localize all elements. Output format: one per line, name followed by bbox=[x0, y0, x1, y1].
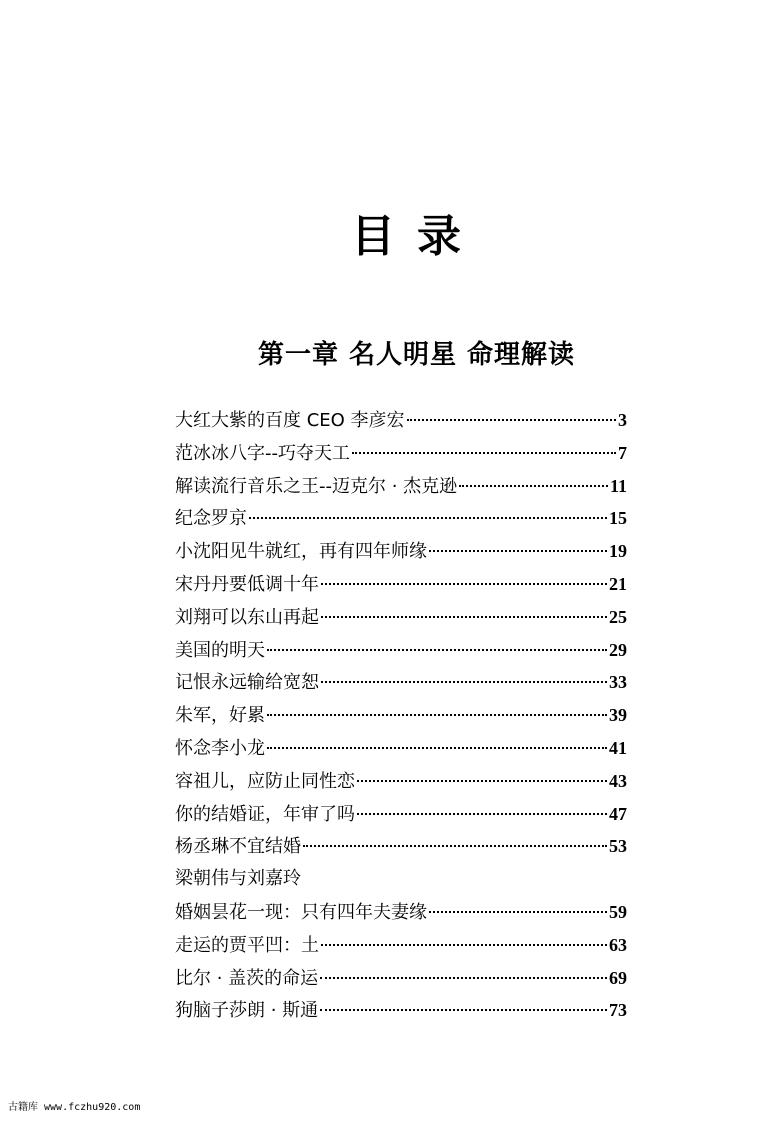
toc-entry-page: 39 bbox=[609, 705, 627, 726]
toc-entry-title: 范冰冰八字--巧夺天工 bbox=[175, 442, 350, 464]
toc-entry-page: 3 bbox=[618, 410, 627, 430]
dot-leader bbox=[407, 419, 616, 421]
toc-entry-title: 小沈阳见牛就红，再有四年师缘 bbox=[175, 541, 427, 563]
toc-entry[interactable] bbox=[175, 798, 627, 831]
toc-entry-page: 69 bbox=[609, 967, 627, 988]
dot-leader bbox=[429, 550, 607, 552]
dot-leader bbox=[357, 813, 607, 815]
dot-leader bbox=[267, 649, 607, 651]
toc-entry-page: 73 bbox=[609, 1000, 627, 1021]
dot-leader bbox=[320, 977, 607, 979]
toc-entry-page: 21 bbox=[609, 573, 627, 594]
toc-entry[interactable] bbox=[175, 896, 627, 929]
toc-entry-page: 15 bbox=[609, 508, 627, 529]
dot-leader bbox=[352, 452, 616, 454]
chapter-name: 名人明星 bbox=[349, 340, 458, 370]
toc-entry-title: 杨丞琳不宜结婚 bbox=[175, 836, 301, 858]
dot-leader bbox=[267, 714, 607, 716]
toc-entry[interactable] bbox=[175, 699, 627, 732]
toc-entry-title: 记恨永远输给宽恕 bbox=[175, 672, 319, 694]
watermark-footer: 古籍库 www.fczhu920.com bbox=[8, 1102, 141, 1113]
toc-entry-title: 美国的明天 bbox=[175, 639, 265, 661]
toc-entry-title: 你的结婚证，年审了吗 bbox=[175, 803, 355, 825]
toc-entry[interactable] bbox=[175, 404, 627, 437]
toc-entry-title: 比尔 · 盖茨的命运 bbox=[175, 967, 319, 989]
toc-entry[interactable] bbox=[175, 929, 627, 962]
dot-leader bbox=[357, 780, 607, 782]
toc-entry-title: 刘翔可以东山再起 bbox=[175, 606, 319, 628]
toc-entry-page: 19 bbox=[609, 541, 627, 562]
toc-entry[interactable] bbox=[175, 732, 627, 765]
toc-entry[interactable] bbox=[175, 601, 627, 634]
toc-entry[interactable] bbox=[175, 535, 627, 568]
dot-leader bbox=[267, 747, 607, 749]
toc-entry-title: 容祖儿，应防止同性恋 bbox=[175, 770, 355, 792]
toc-entry-title: 怀念李小龙 bbox=[175, 737, 265, 759]
dot-leader bbox=[320, 1009, 607, 1011]
toc-entry-title: 狗脑子莎朗 · 斯通 bbox=[175, 1000, 319, 1022]
toc-entry-page: 47 bbox=[609, 803, 627, 824]
chapter-heading bbox=[258, 334, 585, 371]
toc-entry[interactable] bbox=[175, 962, 627, 995]
dot-leader bbox=[459, 485, 608, 487]
toc-entry[interactable] bbox=[175, 863, 627, 896]
table-of-contents bbox=[175, 404, 627, 1027]
toc-entry-page: 43 bbox=[609, 770, 627, 791]
toc-entry-page: 33 bbox=[609, 672, 627, 693]
toc-entry-page: 59 bbox=[609, 901, 627, 922]
dot-leader bbox=[303, 845, 607, 847]
chapter-subtitle: 命理解读 bbox=[467, 340, 576, 370]
toc-entry-page: 7 bbox=[618, 442, 627, 463]
toc-entry[interactable] bbox=[175, 830, 627, 863]
toc-entry-title: 解读流行音乐之王--迈克尔 · 杰克逊 bbox=[175, 475, 458, 497]
toc-entry[interactable] bbox=[175, 994, 627, 1027]
toc-entry[interactable] bbox=[175, 470, 627, 503]
page-title: 目录 bbox=[351, 211, 483, 262]
toc-entry-title: 纪念罗京 bbox=[175, 508, 247, 530]
toc-entry-page: 11 bbox=[609, 475, 627, 496]
toc-entry-title: 走运的贾平凹：土 bbox=[175, 934, 319, 956]
toc-entry[interactable] bbox=[175, 437, 627, 470]
toc-entry[interactable] bbox=[175, 765, 627, 798]
dot-leader bbox=[321, 681, 607, 683]
dot-leader bbox=[321, 583, 607, 585]
dot-leader bbox=[429, 911, 607, 913]
toc-entry-page: 63 bbox=[609, 934, 627, 955]
toc-entry-title: 朱军，好累 bbox=[175, 705, 265, 727]
toc-entry[interactable] bbox=[175, 568, 627, 601]
toc-entry-page: 41 bbox=[609, 737, 627, 758]
toc-entry[interactable] bbox=[175, 502, 627, 535]
chapter-number: 第一章 bbox=[258, 340, 340, 370]
toc-entry-title: 宋丹丹要低调十年 bbox=[175, 573, 319, 595]
dot-leader bbox=[249, 517, 607, 519]
dot-leader bbox=[321, 616, 607, 618]
toc-entry-title: 梁朝伟与刘嘉玲 bbox=[175, 868, 301, 890]
toc-entry-title: 大红大紫的百度 CEO 李彦宏 bbox=[175, 410, 405, 431]
toc-entry-page: 29 bbox=[609, 639, 627, 660]
toc-entry[interactable] bbox=[175, 634, 627, 667]
toc-entry-page: 53 bbox=[609, 836, 627, 857]
toc-entry-title: 婚姻昙花一现：只有四年夫妻缘 bbox=[175, 901, 427, 923]
dot-leader bbox=[321, 944, 607, 946]
toc-entry-page: 25 bbox=[609, 606, 627, 627]
toc-entry[interactable] bbox=[175, 666, 627, 699]
